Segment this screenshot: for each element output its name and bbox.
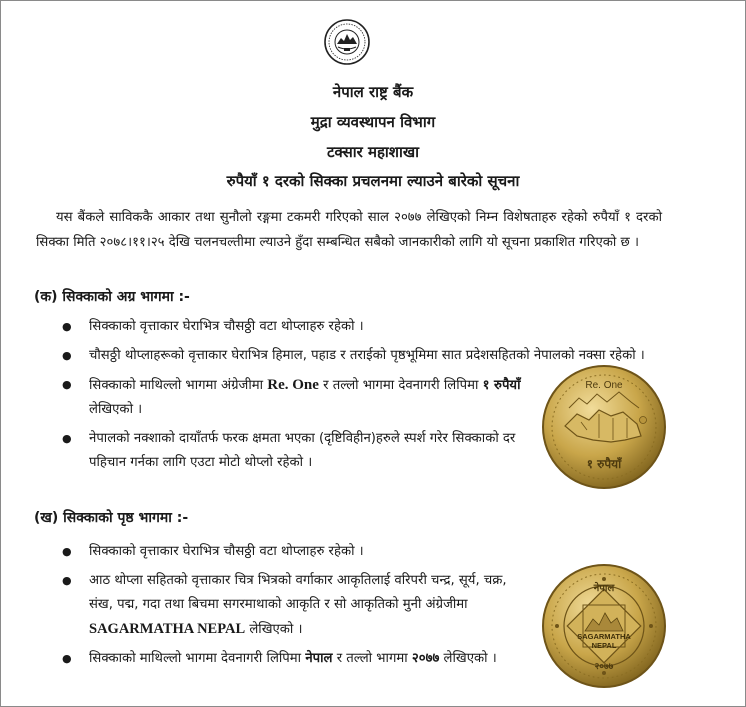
list-item-text: सिक्काको वृत्ताकार घेराभित्र चौसठ्ठी वटा थोप्लाहरु रहेको । [89,319,364,334]
notice-title: रुपैयाँ १ दरको सिक्का प्रचलनमा ल्याउने बारेको सूचना [226,172,520,190]
list-item [62,373,529,422]
back-side-list [62,540,532,676]
list-item [62,427,529,475]
bank-seal-emblem [323,18,371,66]
coin-reverse-center-text-2: NEPAL [591,641,617,650]
coin-obverse-top-text: Re. One [585,380,623,391]
division-name: टक्सार महाशाखा [326,143,420,161]
list-item-text: लेखिएको । [443,651,497,666]
one-rupee-label: १ रुपैयाँ [482,378,521,393]
re-one-label: Re. One [267,377,319,393]
coin-reverse-center-text: SAGARMATHA [577,632,631,641]
list-item-text: लेखिएको । [89,402,143,417]
sagarmatha-nepal-label: SAGARMATHA NEPAL [89,621,246,637]
department-name: मुद्रा व्यवस्थापन विभाग [310,113,436,131]
list-item [62,647,532,671]
list-item-text: र तल्लो भागमा देवनागरी लिपिमा [323,378,479,393]
intro-paragraph [36,205,662,255]
list-item-text: सिक्काको वृत्ताकार घेराभित्र चौसठ्ठी वटा थोप्लाहरु रहेको । [89,544,364,559]
list-item-text: आठ थोप्ला सहितको वृत्ताकार चित्र भित्रको वर्गाकार आकृतिलाई वरिपरी चन्द्र, सूर्य, चक्र, संख, पद्म, गदा तथा बिचमा सगरमाथाको आकृति र सो आकृतिको मुनी अंग्रेजीमा [89,573,507,612]
list-item [62,540,532,564]
list-item [62,315,642,339]
coin-reverse-bottom-text: २०७७ [594,662,614,672]
list-item-text: नेपालको नक्शाको दायाँतर्फ फरक क्षमता भएका (दृष्टिविहीन)हरुले स्पर्श गरेर सिक्काको दर पहिचान गर्नका लागि एउटा मोटो थोप्लो रहेको । [89,431,516,470]
coin-reverse-top-text: नेपाल [593,583,615,594]
bank-name: नेपाल राष्ट्र बैंक [332,83,414,101]
year-label: २०७७ [411,651,440,666]
list-item-text: लेखिएको । [249,622,303,637]
list-item-text: सिक्काको माथिल्लो भागमा अंग्रेजीमा [89,378,264,393]
list-item-text: चौसठ्ठी थोप्लाहरूको वृत्ताकार घेराभित्र हिमाल, पहाड र तराईको पृष्ठभूमिमा सात प्रदेशसहितको नेपालको नक्सा रहेको । [89,348,645,363]
list-item-text: सिक्काको माथिल्लो भागमा देवनागरी लिपिमा [89,651,302,666]
nepal-label: नेपाल [305,651,333,666]
list-item-text: र तल्लो भागमा [336,651,408,666]
back-side-heading: (ख) सिक्काको पृष्ठ भागमा :- [34,510,189,526]
coin-reverse-image [541,563,667,689]
list-item [62,569,532,642]
coin-obverse-image [541,364,667,490]
intro-text: यस बैंकले साविककै आकार तथा सुनौलो रङ्गमा टकमरी गरिएको साल २०७७ लेखिएको निम्न विशेषताहरु रहेको रुपैयाँ १ दरको सिक्का मिति २०७८।११।२५ देखि चलनचल्तीमा ल्याउने हुँदा सम्बन्धित सबैको जानकारीको लागि यो सूचना प्रकाशित गरिएको छ । [36,210,662,250]
coin-obverse-bottom-text: १ रुपैयाँ [586,457,622,471]
front-side-heading: (क) सिक्काको अग्र भागमा :- [34,289,190,305]
